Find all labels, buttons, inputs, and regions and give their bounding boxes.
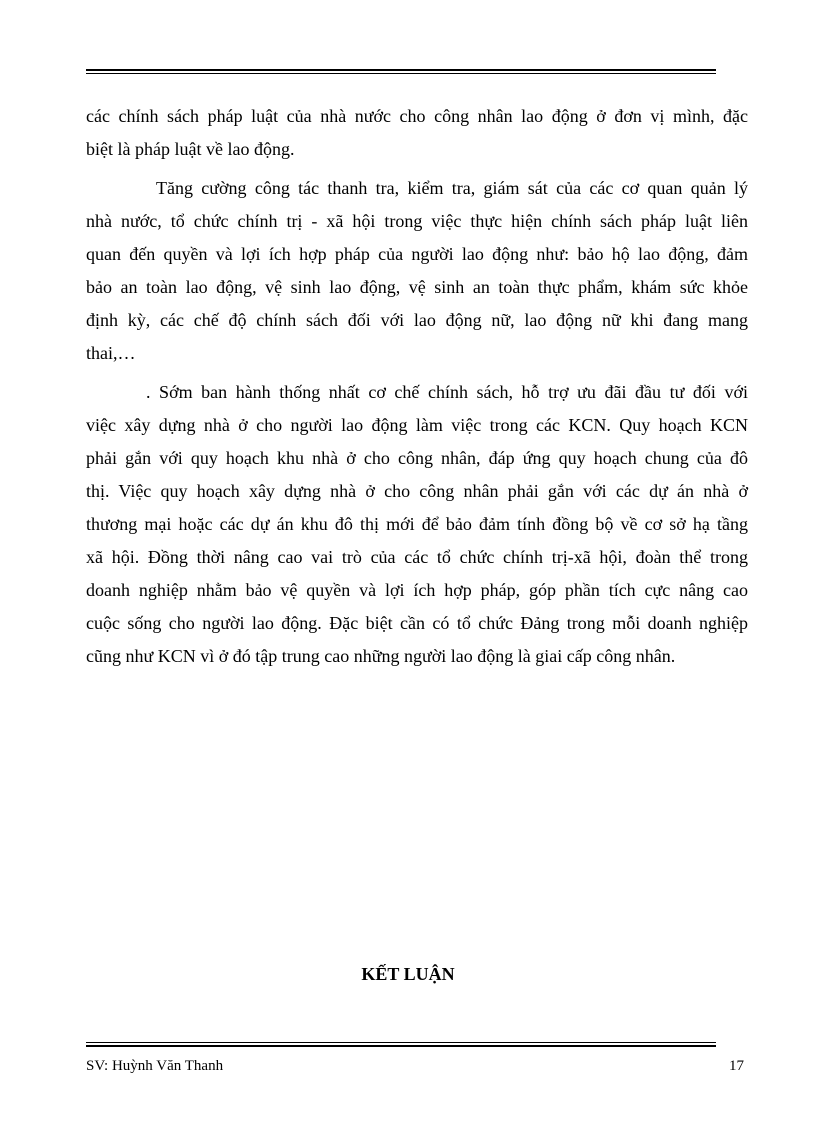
text-line: thai,… [86, 343, 136, 363]
page-number: 17 [729, 1058, 744, 1074]
text-line: nhà nước, tổ chức chính trị - xã hội trong việc thực hiện chính sách pháp luật liên [86, 211, 748, 231]
text-line: cũng như KCN vì ở đó tập trung cao những người lao động là giai cấp công nhân. [86, 646, 676, 666]
body-text [86, 100, 748, 673]
text-line: thị. Việc quy hoạch xây dựng nhà ở cho công nhân phải gắn với các dự án nhà ở [86, 481, 748, 501]
text-line: quan đến quyền và lợi ích hợp pháp của người lao động như: bảo hộ lao động, đảm [86, 244, 748, 264]
section-heading: KẾT LUẬN [361, 964, 455, 984]
text-line: phải gắn với quy hoạch khu nhà ở cho công nhân, đáp ứng quy hoạch chung của đô [86, 448, 748, 468]
text-line: biệt là pháp luật về lao động. [86, 139, 295, 159]
text-line: cuộc sống cho người lao động. Đặc biệt cần có tổ chức Đảng trong mỗi doanh nghiệp [86, 613, 748, 633]
text-line: thương mại hoặc các dự án khu đô thị mới để bảo đảm tính đồng bộ về cơ sở hạ tầng [86, 514, 748, 534]
text-line: các chính sách pháp luật của nhà nước cho công nhân lao động ở đơn vị mình, đặc [86, 106, 748, 126]
footer-author: SV: Huỳnh Văn Thanh [86, 1058, 224, 1074]
text-line: việc xây dựng nhà ở cho người lao động làm việc trong các KCN. Quy hoạch KCN [86, 415, 748, 435]
text-line: xã hội. Đồng thời nâng cao vai trò của các tổ chức chính trị-xã hội, đoàn thể trong [86, 547, 748, 567]
text-line: định kỳ, các chế độ chính sách đối với lao động nữ, lao động nữ khi đang mang [86, 310, 748, 330]
text-line: . Sớm ban hành thống nhất cơ chế chính sách, hỗ trợ ưu đãi đầu tư đối với [146, 382, 748, 402]
paragraph [86, 376, 748, 673]
text-line: doanh nghiệp nhằm bảo vệ quyền và lợi ích hợp pháp, góp phần tích cực nâng cao [86, 580, 748, 600]
text-line: bảo an toàn lao động, vệ sinh lao động, vệ sinh an toàn thực phẩm, khám sức khỏe [86, 277, 748, 297]
text-line: Tăng cường công tác thanh tra, kiểm tra, giám sát của các cơ quan quản lý [156, 178, 748, 198]
header-rule [86, 69, 716, 74]
footer-rule [86, 1042, 716, 1047]
paragraph [86, 172, 748, 370]
paragraph [86, 100, 748, 166]
